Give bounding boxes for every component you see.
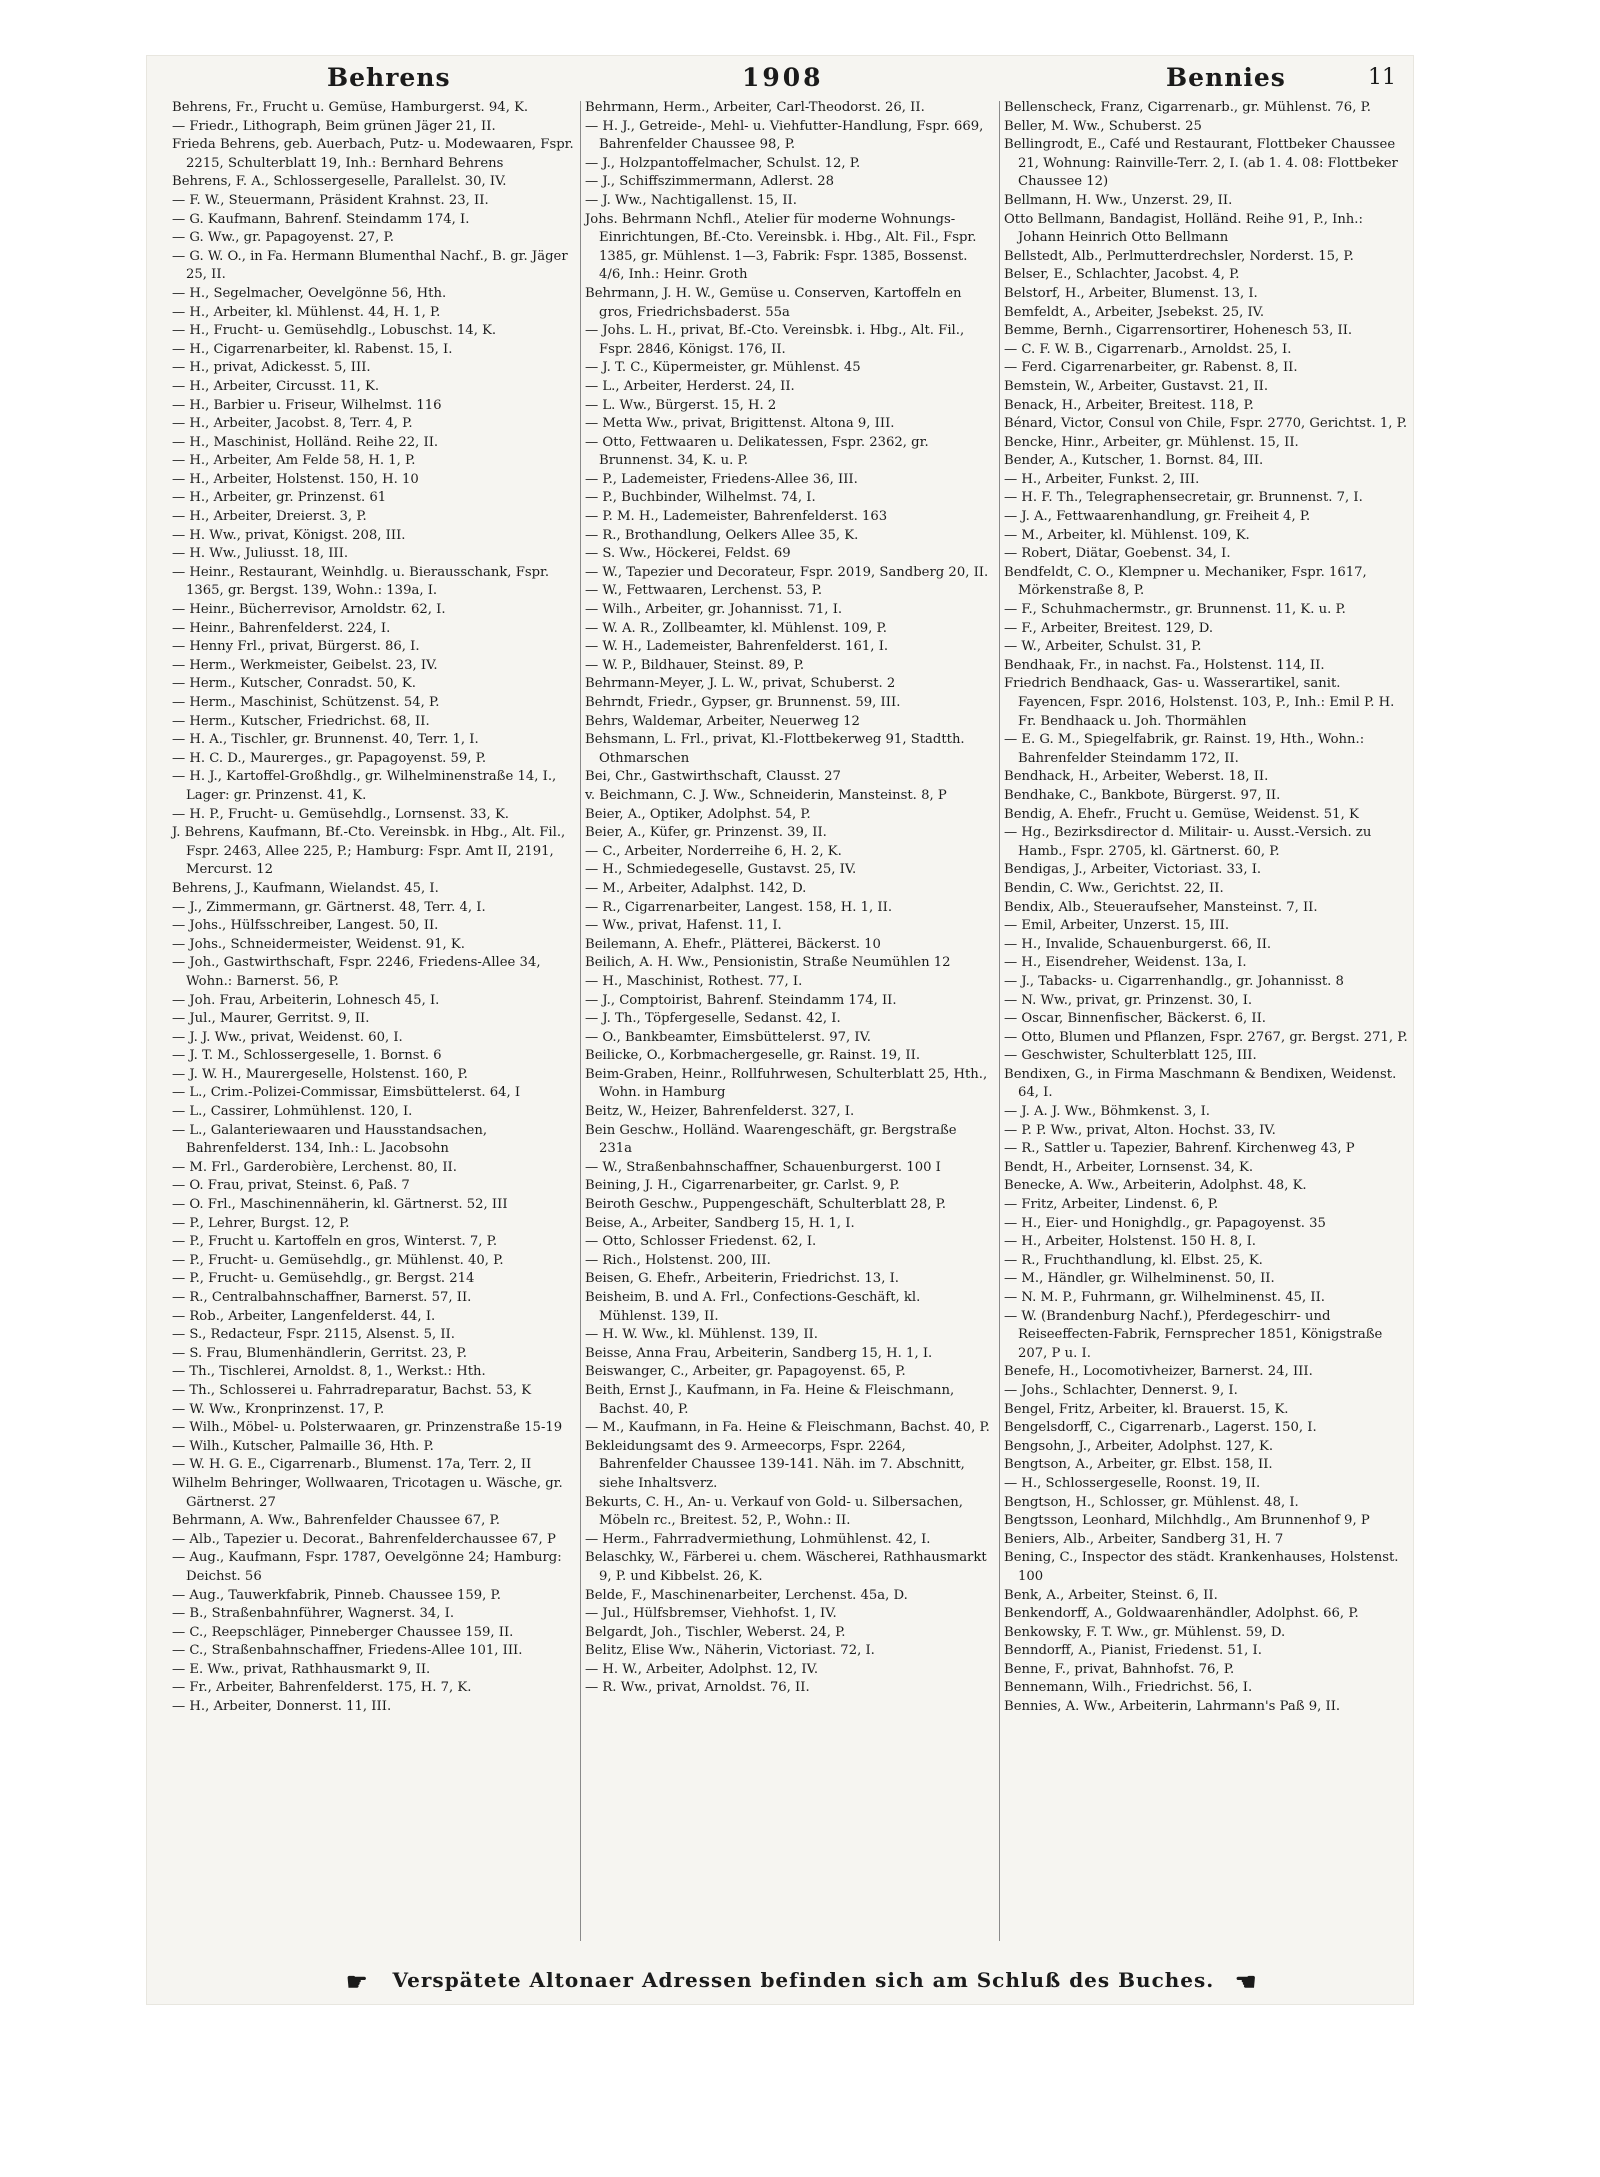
directory-entry: — Jul., Hülfsbremser, Viehhofst. 1, IV. — [585, 1606, 837, 1622]
directory-entry: — J., Tabacks- u. Cigarrenhandlg., gr. Johannisst. 8 — [1004, 973, 1344, 989]
directory-entry: Beller, M. Ww., Schuberst. 25 — [1004, 118, 1202, 134]
directory-entry: — H. P., Frucht- u. Gemüsehdlg., Lornsenst. 33, K. — [172, 806, 509, 822]
directory-entry: Behrmann, J. H. W., Gemüse u. Conserven, Kartoffeln en gros, Friedrichsbaderst. 55a — [585, 285, 962, 320]
directory-entry: Behrens, Fr., Frucht u. Gemüse, Hamburgerst. 94, K. — [172, 100, 529, 115]
directory-entry: — P., Frucht- u. Gemüsehdlg., gr. Bergst. 214 — [172, 1271, 475, 1287]
directory-entry: — Ww., privat, Hafenst. 11, I. — [585, 918, 782, 934]
directory-entry: — J. A. J. Ww., Böhmkenst. 3, I. — [1004, 1104, 1210, 1120]
directory-entry: Wilhelm Behringer, Wollwaaren, Tricotagen u. Wäsche, gr. Gärtnerst. 27 — [172, 1475, 563, 1510]
directory-entry: — Herm., Kutscher, Conradst. 50, K. — [172, 676, 416, 692]
directory-entry: — Joh., Gastwirthschaft, Fspr. 2246, Friedens-Allee 34, Wohn.: Barnerst. 56, P. — [172, 955, 541, 989]
directory-entry: — H., Segelmacher, Oevelgönne 56, Hth. — [172, 285, 447, 301]
directory-entry: Bénard, Victor, Consul von Chile, Fspr. 2770, Gerichtst. 1, P. — [1004, 416, 1408, 432]
directory-entry: Bendhack, H., Arbeiter, Weberst. 18, II. — [1004, 769, 1269, 785]
directory-entry: Beitz, W., Heizer, Bahrenfelderst. 327, I. — [585, 1104, 855, 1120]
directory-entry: — S. Frau, Blumenhändlerin, Gerritst. 23, P. — [172, 1345, 467, 1361]
directory-entry: Friedrich Bendhaack, Gas- u. Wasserartikel, sanit. Fayencen, Fspr. 2016, Holstenst. 103, P., Inh.: Emil P. H. Fr. Bendhaack u. Joh. Thormählen — [1004, 676, 1395, 729]
directory-entry: — C., Straßenbahnschaffner, Friedens-Allee 101, III. — [172, 1643, 523, 1659]
directory-entry: Behrens, F. A., Schlossergeselle, Parallelst. 30, IV. — [172, 174, 507, 190]
directory-entry: Beim-Graben, Heinr., Rollfuhrwesen, Schulterblatt 25, Hth., Wohn. in Hamburg — [585, 1066, 988, 1101]
directory-entry: Beith, Ernst J., Kaufmann, in Fa. Heine & Fleischmann, Bachst. 40, P. — [585, 1382, 955, 1417]
column-divider — [999, 101, 1000, 1941]
footer-note — [346, 1967, 1346, 1996]
directory-entry: — H., Maschinist, Rothest. 77, I. — [585, 973, 803, 989]
directory-entry: Behrens, J., Kaufmann, Wielandst. 45, I. — [172, 880, 439, 896]
directory-entry: — J., Schiffszimmermann, Adlerst. 28 — [585, 174, 835, 190]
directory-entry: Bencke, Hinr., Arbeiter, gr. Mühlenst. 15, II. — [1004, 434, 1299, 450]
directory-entry: Beiswanger, C., Arbeiter, gr. Papagoyenst. 65, P. — [585, 1364, 906, 1380]
directory-entry: — Alb., Tapezier u. Decorat., Bahrenfelderchaussee 67, P — [172, 1531, 556, 1547]
directory-entry: Beilicke, O., Korbmachergeselle, gr. Rainst. 19, II. — [585, 1048, 921, 1064]
directory-entry: — Herm., Kutscher, Friedrichst. 68, II. — [172, 713, 430, 729]
directory-entry: Bengtsson, Leonhard, Milchhdlg., Am Brunnenhof 9, P — [1004, 1513, 1370, 1529]
directory-entry: Otto Bellmann, Bandagist, Holländ. Reihe 91, P., Inh.: Johann Heinrich Otto Bellmann — [1004, 211, 1363, 246]
directory-entry: Bendin, C. Ww., Gerichtst. 22, II. — [1004, 880, 1224, 896]
directory-entry: Belser, E., Schlachter, Jacobst. 4, P. — [1004, 267, 1240, 283]
directory-entry: — Hg., Bezirksdirector d. Militair- u. Ausst.-Versich. zu Hamb., Fspr. 2705, kl. Gärtnerst. 60, P. — [1004, 825, 1372, 859]
directory-entry: — Ferd. Cigarrenarbeiter, gr. Rabenst. 8, II. — [1004, 360, 1298, 376]
directory-entry: — C., Reepschläger, Pinneberger Chaussee 159, II. — [172, 1624, 514, 1640]
directory-entry: — J. J. Ww., privat, Weidenst. 60, I. — [172, 1029, 403, 1045]
directory-entry: Beisen, G. Ehefr., Arbeiterin, Friedrichst. 13, I. — [585, 1271, 899, 1287]
directory-entry: — Johs. L. H., privat, Bf.-Cto. Vereinsbk. i. Hbg., Alt. Fil., Fspr. 2846, Königst. 176, II. — [585, 323, 965, 357]
directory-entry: Benkendorff, A., Goldwaarenhändler, Adolphst. 66, P. — [1004, 1606, 1359, 1622]
directory-entry: — F. W., Steuermann, Präsident Krahnst. 23, II. — [172, 192, 489, 208]
directory-entry: — H. W., Arbeiter, Adolphst. 12, IV. — [585, 1661, 819, 1677]
directory-entry: — Th., Tischlerei, Arnoldst. 8, 1., Werkst.: Hth. — [172, 1364, 486, 1380]
directory-entry: — R. Ww., privat, Arnoldst. 76, II. — [585, 1680, 810, 1696]
directory-entry: — Johs., Hülfsschreiber, Langest. 50, II. — [172, 918, 439, 934]
directory-entry: — P., Lademeister, Friedens-Allee 36, III. — [585, 471, 858, 487]
directory-entry: Bellingrodt, E., Café und Restaurant, Flottbeker Chaussee 21, Wohnung: Rainville-Terr. 2, I. (ab 1. 4. 08: Flottbeker Chaussee 12) — [1004, 137, 1398, 190]
directory-entry: — F., Schuhmachermstr., gr. Brunnenst. 11, K. u. P. — [1004, 602, 1346, 618]
directory-entry: — H. J., Getreide-, Mehl- u. Viehfutter-Handlung, Fspr. 669, Bahrenfelder Chaussee 98, P. — [585, 118, 984, 153]
directory-entry: — Aug., Kaufmann, Fspr. 1787, Oevelgönne 24; Hamburg: Deichst. 56 — [172, 1550, 562, 1584]
directory-entry: — H., Invalide, Schauenburgerst. 66, II. — [1004, 936, 1272, 952]
directory-entry: — R., Centralbahnschaffner, Barnerst. 57, II. — [172, 1290, 472, 1305]
directory-entry: — J., Holzpantoffelmacher, Schulst. 12, P. — [585, 155, 861, 171]
directory-entry: — H. C. D., Maurerges., gr. Papagoyenst. 59, P. — [172, 750, 487, 766]
directory-entry: — G. Ww., gr. Papagoyenst. 27, P. — [172, 230, 394, 246]
directory-entry: — H., privat, Adickesst. 5, III. — [172, 360, 371, 376]
directory-entry: — Herm., Fahrradvermiethung, Lohmühlenst. 42, I. — [585, 1531, 931, 1547]
directory-entry: Bengtson, H., Schlosser, gr. Mühlenst. 48, I. — [1004, 1494, 1299, 1510]
directory-entry: — L., Cassirer, Lohmühlenst. 120, I. — [172, 1104, 413, 1120]
directory-entry: — Otto, Schlosser Friedenst. 62, I. — [585, 1234, 817, 1250]
column-divider — [580, 101, 581, 1941]
directory-entry: Benefe, H., Locomotivheizer, Barnerst. 24, III. — [1004, 1364, 1313, 1380]
directory-entry: Beier, A., Küfer, gr. Prinzenst. 39, II. — [585, 825, 827, 841]
directory-entry: Bening, C., Inspector des städt. Krankenhauses, Holstenst. 100 — [1004, 1550, 1399, 1584]
directory-entry: — H., Arbeiter, Jacobst. 8, Terr. 4, P. — [172, 416, 413, 432]
directory-entry: Frieda Behrens, geb. Auerbach, Putz- u. Modewaaren, Fspr. 2215, Schulterblatt 19, Inh.: Bernhard Behrens — [172, 137, 574, 171]
directory-entry: Bengtson, A., Arbeiter, gr. Elbst. 158, II. — [1004, 1457, 1273, 1473]
directory-entry: — Aug., Tauwerkfabrik, Pinneb. Chaussee 159, P. — [172, 1587, 501, 1603]
directory-entry: — H., Arbeiter, Am Felde 58, H. 1, P. — [172, 453, 416, 469]
directory-entry: Bellenscheck, Franz, Cigarrenarb., gr. Mühlenst. 76, P. — [1004, 100, 1371, 115]
directory-entry: Benack, H., Arbeiter, Breitest. 118, P. — [1004, 397, 1254, 413]
directory-entry: — Henny Frl., privat, Bürgerst. 86, I. — [172, 639, 420, 655]
directory-entry: Beniers, Alb., Arbeiter, Sandberg 31, H. 7 — [1004, 1531, 1284, 1547]
directory-entry: Bellmann, H. Ww., Unzerst. 29, II. — [1004, 192, 1233, 208]
directory-entry: — C. F. W. B., Cigarrenarb., Arnoldst. 25, I. — [1004, 341, 1292, 357]
directory-entry: — W. H. G. E., Cigarrenarb., Blumenst. 17a, Terr. 2, II — [172, 1457, 532, 1473]
directory-entry: Bemfeldt, A., Arbeiter, Jsebekst. 25, IV. — [1004, 304, 1265, 320]
directory-entry: Bengelsdorff, C., Cigarrenarb., Lagerst. 150, I. — [1004, 1420, 1317, 1436]
directory-entry: — B., Straßenbahnführer, Wagnerst. 34, I. — [172, 1606, 455, 1622]
page-header — [172, 63, 1404, 99]
directory-entry: Benk, A., Arbeiter, Steinst. 6, II. — [1004, 1587, 1218, 1603]
header-first-name: Behrens — [327, 63, 451, 92]
directory-entry: Beiroth Geschw., Puppengeschäft, Schulterblatt 28, P. — [585, 1197, 946, 1213]
directory-entry: — R., Brothandlung, Oelkers Allee 35, K. — [585, 527, 859, 543]
directory-entry: Bekurts, C. H., An- u. Verkauf von Gold- u. Silbersachen, Möbeln rc., Breitest. 52, P., Wohn.: II. — [585, 1494, 963, 1529]
directory-entry: — Rich., Holstenst. 200, III. — [585, 1252, 771, 1268]
directory-entry: — W., Straßenbahnschaffner, Schauenburgerst. 100 I — [585, 1159, 941, 1175]
directory-entry: — Herm., Werkmeister, Geibelst. 23, IV. — [172, 657, 438, 673]
directory-entry: — E. G. M., Spiegelfabrik, gr. Rainst. 19, Hth., Wohn.: Bahrenfelder Steindamm 172, II. — [1004, 732, 1365, 766]
directory-entry: Belgardt, Joh., Tischler, Weberst. 24, P. — [585, 1624, 846, 1640]
directory-entry: Bemme, Bernh., Cigarrensortirer, Hohenesch 53, II. — [1004, 323, 1353, 339]
pointing-hand-icon: ☛ — [346, 1967, 369, 1996]
directory-entry: Belaschky, W., Färberei u. chem. Wäscherei, Rathhausmarkt 9, P. und Kibbelst. 26, K. — [585, 1550, 987, 1584]
directory-entry: — M., Arbeiter, Adalphst. 142, D. — [585, 880, 807, 896]
directory-entry: Belitz, Elise Ww., Näherin, Victoriast. 72, I. — [585, 1643, 875, 1659]
directory-entry: — H. Ww., privat, Königst. 208, III. — [172, 527, 406, 543]
directory-entry: — H. F. Th., Telegraphensecretair, gr. Brunnenst. 7, I. — [1004, 490, 1363, 506]
pointing-hand-icon: ☛ — [1234, 1967, 1257, 1996]
directory-entry: — H., Frucht- u. Gemüsehdlg., Lobuschst. 14, K. — [172, 323, 497, 339]
directory-entry: — Heinr., Bücherrevisor, Arnoldstr. 62, I. — [172, 602, 446, 618]
directory-entry: Behrs, Waldemar, Arbeiter, Neuerweg 12 — [585, 713, 860, 729]
directory-entry: Beisse, Anna Frau, Arbeiterin, Sandberg 15, H. 1, I. — [585, 1345, 933, 1361]
directory-entry: — W. P., Bildhauer, Steinst. 89, P. — [585, 657, 805, 673]
directory-entry: — W. H., Lademeister, Bahrenfelderst. 161, I. — [585, 639, 889, 655]
directory-entry: — Oscar, Binnenfischer, Bäckerst. 6, II. — [1004, 1011, 1266, 1027]
directory-entry: Bendix, Alb., Steueraufseher, Mansteinst. 7, II. — [1004, 899, 1318, 915]
directory-entry: — H. A., Tischler, gr. Brunnenst. 40, Terr. 1, I. — [172, 732, 479, 748]
directory-entry: — J., Zimmermann, gr. Gärtnerst. 48, Terr. 4, I. — [172, 899, 486, 915]
column-middle — [585, 99, 990, 1698]
directory-entry: — Th., Schlosserei u. Fahrradreparatur, Bachst. 53, K — [172, 1382, 532, 1398]
directory-entry: — H., Maschinist, Holländ. Reihe 22, II. — [172, 434, 439, 450]
directory-entry: — L., Galanteriewaaren und Hausstandsachen, Bahrenfelderst. 134, Inh.: L. Jacobsohn — [172, 1122, 488, 1157]
directory-entry: — F., Arbeiter, Breitest. 129, D. — [1004, 620, 1214, 636]
directory-entry: — Johs., Schlachter, Dennerst. 9, I. — [1004, 1382, 1238, 1398]
directory-entry: — R., Sattler u. Tapezier, Bahrenf. Kirchenweg 43, P — [1004, 1141, 1355, 1157]
directory-entry: — R., Cigarrenarbeiter, Langest. 158, H. 1, II. — [585, 899, 893, 915]
directory-entry: Belde, F., Maschinenarbeiter, Lerchenst. 45a, D. — [585, 1587, 908, 1603]
directory-entry: — J. A., Fettwaarenhandlung, gr. Freiheit 4, P. — [1004, 509, 1311, 525]
directory-entry: v. Beichmann, C. J. Ww., Schneiderin, Mansteinst. 8, P — [585, 787, 947, 803]
directory-entry: — Heinr., Bahrenfelderst. 224, I. — [172, 620, 391, 636]
directory-entry: Behrmann-Meyer, J. L. W., privat, Schuberst. 2 — [585, 676, 896, 692]
directory-entry: Behrndt, Friedr., Gypser, gr. Brunnenst. 59, III. — [585, 695, 901, 710]
directory-entry: — Rob., Arbeiter, Langenfelderst. 44, I. — [172, 1308, 436, 1324]
directory-entry: — P., Buchbinder, Wilhelmst. 74, I. — [585, 490, 816, 506]
directory-entry: — M. Frl., Garderobière, Lerchenst. 80, II. — [172, 1159, 457, 1175]
directory-entry: Bennies, A. Ww., Arbeiterin, Lahrmann's Paß 9, II. — [1004, 1699, 1341, 1715]
directory-entry: Benne, F., privat, Bahnhofst. 76, P. — [1004, 1661, 1235, 1677]
directory-entry: — S., Redacteur, Fspr. 2115, Alsenst. 5, II. — [172, 1327, 455, 1343]
directory-entry: — C., Arbeiter, Norderreihe 6, H. 2, K. — [585, 843, 842, 859]
directory-entry: Bendt, H., Arbeiter, Lornsenst. 34, K. — [1004, 1159, 1254, 1175]
directory-entry: — Emil, Arbeiter, Unzerst. 15, III. — [1004, 918, 1230, 934]
directory-entry: — O., Bankbeamter, Eimsbüttelerst. 97, IV. — [585, 1029, 871, 1045]
directory-entry: — J. Th., Töpfergeselle, Sedanst. 42, I. — [585, 1011, 841, 1027]
directory-entry: Bellstedt, Alb., Perlmutterdrechsler, Norderst. 15, P. — [1004, 248, 1354, 264]
directory-entry: — H., Cigarrenarbeiter, kl. Rabenst. 15, I. — [172, 341, 453, 357]
directory-entry: — Heinr., Restaurant, Weinhdlg. u. Bierausschank, Fspr. 1365, gr. Bergst. 139, Wohn.: 139a, I. — [172, 564, 550, 599]
directory-entry: — P., Lehrer, Burgst. 12, P. — [172, 1215, 350, 1231]
directory-entry: — Otto, Blumen und Pflanzen, Fspr. 2767, gr. Bergst. 271, P. — [1004, 1029, 1408, 1045]
directory-entry: — H., Arbeiter, Funkst. 2, III. — [1004, 471, 1200, 487]
directory-entry: — S. Ww., Höckerei, Feldst. 69 — [585, 546, 791, 562]
directory-entry: — Jul., Maurer, Gerritst. 9, II. — [172, 1011, 370, 1027]
directory-entry: Beisheim, B. und A. Frl., Confections-Geschäft, kl. Mühlenst. 139, II. — [585, 1290, 921, 1324]
directory-entry: — H., Arbeiter, gr. Prinzenst. 61 — [172, 490, 387, 506]
column-right — [1004, 99, 1409, 1717]
directory-entry: Beier, A., Optiker, Adolphst. 54, P. — [585, 806, 811, 822]
header-last-name: Bennies — [1166, 63, 1286, 92]
directory-entry: — P., Frucht u. Kartoffeln en gros, Winterst. 7, P. — [172, 1234, 498, 1250]
directory-entry: — W., Fettwaaren, Lerchenst. 53, P. — [585, 583, 823, 599]
directory-entry: — J. T. C., Küpermeister, gr. Mühlenst. 45 — [585, 360, 861, 376]
directory-entry: — P. P. Ww., privat, Alton. Hochst. 33, IV. — [1004, 1122, 1276, 1138]
directory-entry: Behsmann, L. Frl., privat, Kl.-Flottbekerweg 91, Stadtth. Othmarschen — [585, 732, 965, 766]
directory-entry: Bender, A., Kutscher, 1. Bornst. 84, III. — [1004, 453, 1264, 469]
directory-entry: — W. (Brandenburg Nachf.), Pferdegeschirr- und Reiseeffecten-Fabrik, Fernsprecher 1851, Königstraße 207, P u. I. — [1004, 1308, 1383, 1361]
directory-entry: J. Behrens, Kaufmann, Bf.-Cto. Vereinsbk. in Hbg., Alt. Fil., Fspr. 2463, Allee 225, P.; Hamburg: Fspr. Amt II, 2191, Mercurst. 12 — [172, 825, 566, 878]
directory-entry: — H., Schlossergeselle, Roonst. 19, II. — [1004, 1475, 1261, 1491]
directory-page — [146, 55, 1414, 2005]
directory-entry: — Johs., Schneidermeister, Weidenst. 91, K. — [172, 936, 465, 952]
directory-entry: — Fritz, Arbeiter, Lindenst. 6, P. — [1004, 1197, 1219, 1213]
directory-entry: — H. W. Ww., kl. Mühlenst. 139, II. — [585, 1327, 818, 1343]
directory-entry: — R., Fruchthandlung, kl. Elbst. 25, K. — [1004, 1252, 1263, 1268]
directory-entry: — Fr., Arbeiter, Bahrenfelderst. 175, H. 7, K. — [172, 1680, 472, 1696]
directory-entry: Bendigas, J., Arbeiter, Victoriast. 33, I. — [1004, 862, 1262, 878]
directory-entry: Benecke, A. Ww., Arbeiterin, Adolphst. 48, K. — [1004, 1178, 1307, 1194]
directory-entry: — W. Ww., Kronprinzenst. 17, P. — [172, 1401, 385, 1417]
directory-entry: — P. M. H., Lademeister, Bahrenfelderst. 163 — [585, 509, 888, 525]
directory-entry: — Geschwister, Schulterblatt 125, III. — [1004, 1048, 1257, 1064]
directory-entry: — J., Comptoirist, Bahrenf. Steindamm 174, II. — [585, 992, 897, 1008]
directory-entry: — H., Arbeiter, Holstenst. 150 H. 8, I. — [1004, 1234, 1256, 1250]
directory-entry: Bekleidungsamt des 9. Armeecorps, Fspr. 2264, Bahrenfelder Chaussee 139-141. Näh. im 7. Abschnitt, siehe Inhaltsverz. — [585, 1438, 965, 1491]
directory-entry: — Robert, Diätar, Goebenst. 34, I. — [1004, 546, 1231, 562]
directory-entry: Benkowsky, F. T. Ww., gr. Mühlenst. 59, D. — [1004, 1624, 1286, 1640]
directory-entry: — Herm., Maschinist, Schützenst. 54, P. — [172, 695, 440, 710]
directory-entry: Bemstein, W., Arbeiter, Gustavst. 21, II. — [1004, 378, 1269, 394]
directory-entry: — H. J., Kartoffel-Großhdlg., gr. Wilhelminenstraße 14, I., Lager: gr. Prinzenst. 41, K. — [172, 769, 557, 803]
directory-entry: — H., Arbeiter, kl. Mühlenst. 44, H. 1, P. — [172, 304, 441, 320]
directory-entry: — G. Kaufmann, Bahrenf. Steindamm 174, I. — [172, 211, 470, 227]
directory-entry: — Friedr., Lithograph, Beim grünen Jäger 21, II. — [172, 118, 496, 134]
directory-entry: — H., Arbeiter, Dreierst. 3, P. — [172, 509, 367, 525]
directory-entry: — H., Schmiedegeselle, Gustavst. 25, IV. — [585, 862, 857, 878]
directory-entry: — H., Eier- und Honighdlg., gr. Papagoyenst. 35 — [1004, 1215, 1326, 1231]
directory-entry: Bengel, Fritz, Arbeiter, kl. Brauerst. 15, K. — [1004, 1401, 1289, 1417]
directory-entry: — J. W. H., Maurergeselle, Holstenst. 160, P. — [172, 1066, 468, 1082]
directory-entry: — H., Arbeiter, Holstenst. 150, H. 10 — [172, 471, 419, 487]
directory-entry: — H., Arbeiter, Circusst. 11, K. — [172, 378, 380, 394]
directory-entry: — Otto, Fettwaaren u. Delikatessen, Fspr. 2362, gr. Brunnenst. 34, K. u. P. — [585, 434, 929, 469]
directory-entry: — O. Frau, privat, Steinst. 6, Paß. 7 — [172, 1178, 410, 1194]
directory-entry: Behrmann, A. Ww., Bahrenfelder Chaussee 67, P. — [172, 1513, 500, 1529]
directory-entry: — Wilh., Kutscher, Palmaille 36, Hth. P. — [172, 1438, 434, 1454]
directory-entry: Bendixen, G., in Firma Maschmann & Bendixen, Weidenst. 64, I. — [1004, 1066, 1397, 1101]
directory-entry: — W. A. R., Zollbeamter, kl. Mühlenst. 109, P. — [585, 620, 887, 636]
directory-entry: Beise, A., Arbeiter, Sandberg 15, H. 1, I. — [585, 1215, 855, 1231]
directory-entry: — Metta Ww., privat, Brigittenst. Altona 9, III. — [585, 416, 895, 432]
directory-entry: Bein Geschw., Holländ. Waarengeschäft, gr. Bergstraße 231a — [585, 1122, 957, 1157]
directory-entry: — O. Frl., Maschinennäherin, kl. Gärtnerst. 52, III — [172, 1197, 508, 1213]
directory-entry: — Wilh., Möbel- u. Polsterwaaren, gr. Prinzenstraße 15-19 — [172, 1420, 563, 1436]
directory-entry: Bei, Chr., Gastwirthschaft, Clausst. 27 — [585, 769, 841, 785]
directory-entry: — J. Ww., Nachtigallenst. 15, II. — [585, 192, 797, 208]
header-year: 1908 — [742, 63, 824, 92]
directory-entry: Bengsohn, J., Arbeiter, Adolphst. 127, K. — [1004, 1438, 1274, 1454]
directory-entry: Bendfeldt, C. O., Klempner u. Mechaniker, Fspr. 1617, Mörkenstraße 8, P. — [1004, 564, 1367, 599]
directory-entry: Bendhaak, Fr., in nachst. Fa., Holstenst. 114, II. — [1004, 657, 1325, 673]
directory-entry: Benndorff, A., Pianist, Friedenst. 51, I. — [1004, 1643, 1262, 1659]
directory-entry: — E. Ww., privat, Rathhausmarkt 9, II. — [172, 1661, 431, 1677]
directory-entry: — W., Arbeiter, Schulst. 31, P. — [1004, 639, 1202, 655]
directory-entry: — H., Arbeiter, Donnerst. 11, III. — [172, 1699, 392, 1715]
directory-entry: — H., Eisendreher, Weidenst. 13a, I. — [1004, 955, 1247, 971]
directory-entry: — W., Tapezier und Decorateur, Fspr. 2019, Sandberg 20, II. — [585, 564, 989, 580]
directory-entry: — Wilh., Arbeiter, gr. Johannisst. 71, I. — [585, 602, 843, 618]
directory-entry: Beilich, A. H. Ww., Pensionistin, Straße Neumühlen 12 — [585, 955, 951, 971]
directory-entry: — J. T. M., Schlossergeselle, 1. Bornst. 6 — [172, 1048, 442, 1064]
directory-entry: — H. Ww., Juliusst. 18, III. — [172, 546, 349, 562]
directory-entry: Beilemann, A. Ehefr., Plätterei, Bäckerst. 10 — [585, 936, 881, 952]
footer-text: Verspätete Altonaer Adressen befinden sich am Schluß des Buches. — [392, 1968, 1215, 1992]
directory-entry: — L. Ww., Bürgerst. 15, H. 2 — [585, 397, 777, 413]
directory-entry: Belstorf, H., Arbeiter, Blumenst. 13, I. — [1004, 285, 1258, 301]
directory-entry: — Joh. Frau, Arbeiterin, Lohnesch 45, I. — [172, 992, 440, 1008]
directory-entry: Behrmann, Herm., Arbeiter, Carl-Theodorst. 26, II. — [585, 100, 925, 115]
directory-entry: — M., Arbeiter, kl. Mühlenst. 109, K. — [1004, 527, 1250, 543]
directory-entry: — L., Crim.-Polizei-Commissar, Eimsbüttelerst. 64, I — [172, 1085, 521, 1101]
directory-entry: — M., Kaufmann, in Fa. Heine & Fleischmann, Bachst. 40, P. — [585, 1420, 990, 1436]
page-number: 11 — [1368, 65, 1396, 90]
directory-entry: — N. M. P., Fuhrmann, gr. Wilhelminenst. 45, II. — [1004, 1290, 1325, 1305]
directory-entry: Bendig, A. Ehefr., Frucht u. Gemüse, Weidenst. 51, K — [1004, 806, 1359, 822]
directory-entry: — P., Frucht- u. Gemüsehdlg., gr. Mühlenst. 40, P. — [172, 1252, 504, 1268]
directory-entry: — L., Arbeiter, Herderst. 24, II. — [585, 378, 795, 394]
directory-entry: — G. W. O., in Fa. Hermann Blumenthal Nachf., B. gr. Jäger 25, II. — [172, 248, 568, 283]
directory-entry: Johs. Behrmann Nchfl., Atelier für moderne Wohnungs-Einrichtungen, Bf.-Cto. Vereinsbk. i. Hbg., Alt. Fil., Fspr. 1385, gr. Mühlenst. 1—3, Fabrik: Fspr. 1385, Bossenst. 4/6, Inh.: Heinr. Groth — [585, 211, 977, 283]
directory-entry: Bennemann, Wilh., Friedrichst. 56, I. — [1004, 1680, 1253, 1696]
directory-entry: — H., Barbier u. Friseur, Wilhelmst. 116 — [172, 397, 442, 413]
directory-entry: Beining, J. H., Cigarrenarbeiter, gr. Carlst. 9, P. — [585, 1178, 900, 1194]
column-left — [172, 99, 577, 1717]
directory-entry: — N. Ww., privat, gr. Prinzenst. 30, I. — [1004, 992, 1253, 1008]
directory-entry: Bendhake, C., Bankbote, Bürgerst. 97, II. — [1004, 787, 1281, 803]
directory-entry: — M., Händler, gr. Wilhelminenst. 50, II. — [1004, 1271, 1275, 1287]
